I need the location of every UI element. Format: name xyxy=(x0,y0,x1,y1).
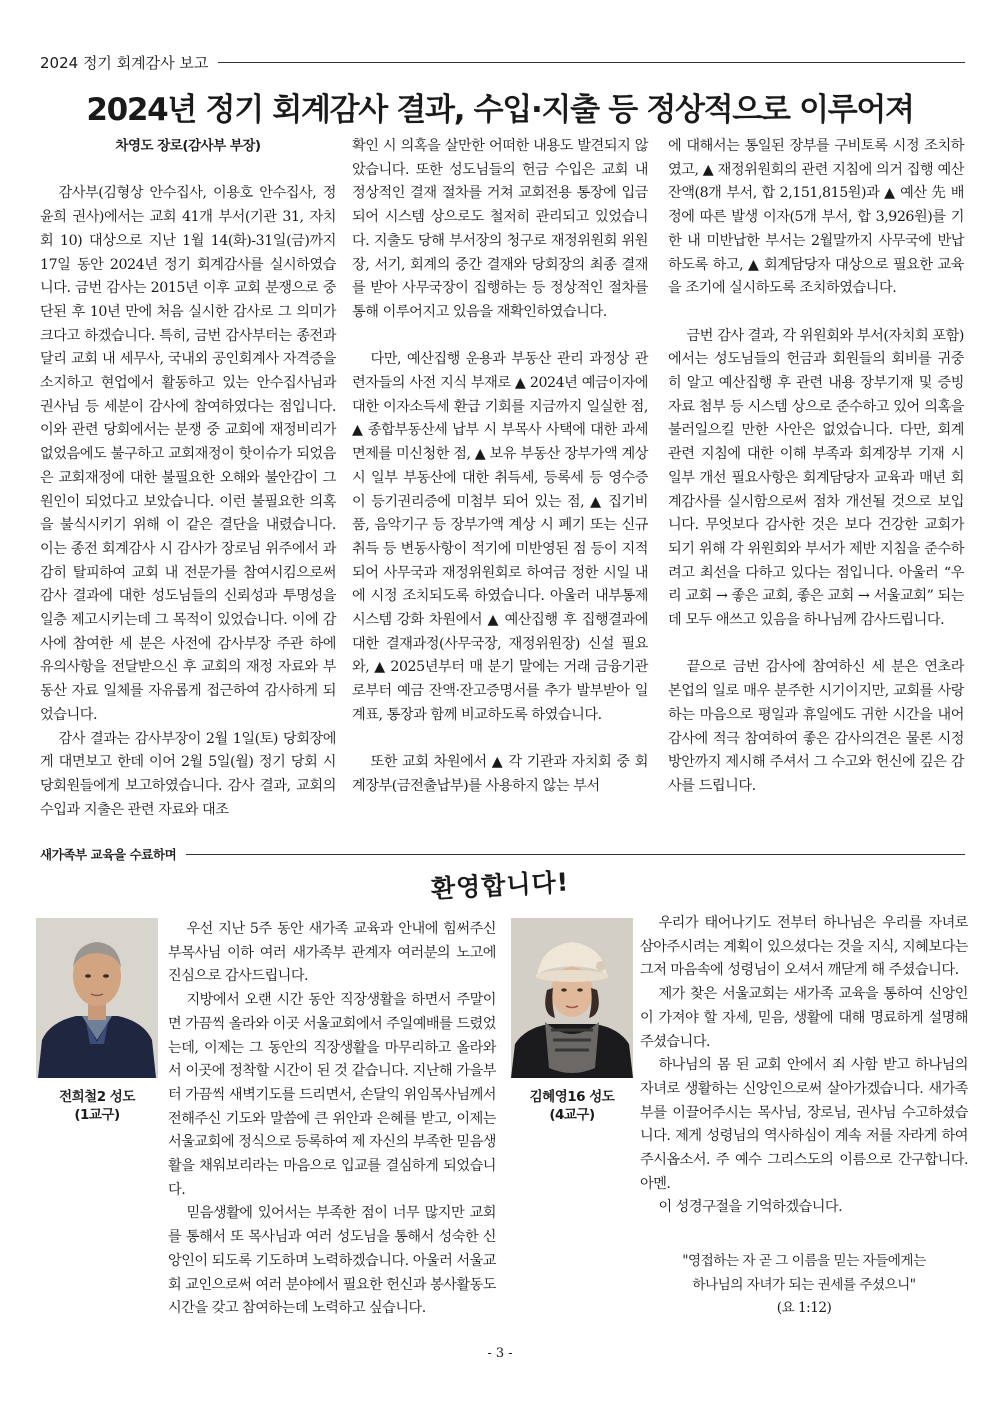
paragraph: 감사부(김형상 안수집사, 이용호 안수집사, 정윤희 권사)에서는 교회 41개 부서(기관 31, 자치회 10) 대상으로 지난 1월 14(화)-31일(금)까지 17일 동안 2024년 정기 회계감사를 실시하였습니다. 금번 감사는 2015년 이후 교회 분쟁으로 중단된 후 10년 만에 처음 실시한 감사로 그 의미가 크다고 하겠습니다. 특히, 금번 감사부터는 종전과 달리 교회 내 세무사, 국내외 공인회계사 자격증을 소지하고 현업에서 활동하고 있는 안수집사님과 권사님 등 세분이 감사에 참여하였다는 점입니다. 이와 관련 당회에서는 분쟁 중 교회에 재정비리가 없었음에도 불구하고 교회재정이 핫이슈가 되었음은 교회재정에 대한 불필요한 오해와 불안감이 그 원인이 되었다고 보았습니다. 이런 불필요한 의혹을 불식시키기 위해 이 같은 결단을 내렸습니다. 이는 종전 회계감사 시 감사가 장로님 위주에서 과감히 탈피하여 교회 내 전문가를 참여시킴으로써 감사 결과에 대한 성도님들의 신뢰성과 투명성을 일층 제고시키는데 그 목적이 있었습니다. 이에 감사에 참여한 세 분은 사전에 감사부장 주관 하에 유의사항을 전달받으신 후 교회의 재정 자료와 부동산 자료 일체를 자유롭게 접근하여 감사하게 되었습니다. xyxy=(40,185,336,723)
paragraph: 하나님의 몸 된 교회 안에서 죄 사함 받고 하나님의 자녀로 생활하는 신앙인으로써 살아가겠습니다. 새가족부를 이끌어주시는 목사님, 장로님, 권사님 수고하셨습니다. 제게 성령님의 역사하심이 계속 저를 자라게 하여 주시옵소서. 주 예수 그리스도의 이름으로 간구합니다. 아멘. xyxy=(640,1057,968,1192)
person-group: (4교구) xyxy=(549,1107,595,1123)
spacer xyxy=(352,325,648,349)
verse-line: 하나님의 자녀가 되는 권세를 주셨으니" xyxy=(692,1276,916,1293)
article-column-2 xyxy=(352,135,648,799)
section-label: 새가족부 교육을 수료하며 xyxy=(40,847,177,862)
paragraph: 다만, 예산집행 운용과 부동산 관리 과정상 관련자들의 사전 지식 부재로 ▲ 2024년 예금이자에 대한 이자소득세 환급 기회를 지금까지 일실한 점, ▲ 종합부동산세 납부 시 부목사 사택에 대한 과세 면제를 미신청한 점, ▲ 보유 부동산 장부가액 계상 시 일부 부동산에 대한 취득세, 등록세 등 영수증이 등기권리증에 미첨부 되어 있는 점, ▲ 집기비품, 음악기구 등 장부가액 계상 시 폐기 또는 신규 취득 등 변동사항이 적기에 미반영된 점 등이 지적되어 사무국과 재정위원회로 하여금 정한 시일 내에 시정 조치되도록 하였습니다. 아울러 내부통제시스템 강화 차원에서 ▲ 예산집행 후 집행결과에 대한 결재과정(사무국장, 재정위원장) 신설 필요와, ▲ 2025년부터 매 분기 말에는 거래 금융기관로부터 예금 잔액·잔고증명서를 추가 발부받아 일계표, 통장과 함께 비교하도록 하였습니다. xyxy=(352,351,648,723)
paragraph: 우리가 태어나기도 전부터 하나님은 우리를 자녀로 삼아주시려는 계획이 있으셨다는 것을 지식, 지혜보다는 그저 마음속에 성령님이 오셔서 깨닫게 해 주셨습니다. xyxy=(640,915,968,979)
spacer xyxy=(668,301,964,325)
paragraph: 끝으로 금번 감사에 참여하신 세 분은 연초라 본업의 일로 매우 분주한 시기이지만, 교회를 사랑하는 마음으로 평일과 휴일에도 귀한 시간을 내어 감사에 적극 참여하여 좋은 감사의견은 물론 시정방안까지 제시해 주셔서 그 수고와 헌신에 깊은 감사를 드립니다. xyxy=(668,659,964,794)
paragraph: 우선 지난 5주 동안 새가족 교육과 안내에 힘써주신 부목사님 이하 여러 새가족부 관계자 여러분의 노고에 진심으로 감사드립니다. xyxy=(168,921,496,985)
bible-verse xyxy=(640,1250,968,1321)
paragraph: 믿음생활에 있어서는 부족한 점이 너무 많지만 교회를 통해서 또 목사님과 여러 성도님을 통해서 성숙한 신앙인이 되도록 기도하며 노력하겠습니다. 아울러 서울교회 교인으로써 여러 분야에서 필요한 헌신과 봉사활동도 시간을 갖고 참여하는데 노력하고 싶습니다. xyxy=(168,1205,496,1317)
paragraph: 금번 감사 결과, 각 위원회와 부서(자치회 포함)에서는 성도님들의 헌금과 회원들의 회비를 귀중히 알고 예산집행 후 관련 내용 장부기재 및 증빙자료 첨부 등 시스템 상으로 준수하고 있어 의혹을 불러일으킬 만한 사안은 없었습니다. 다만, 회계 관련 지침에 대한 이해 부족과 회계장부 기재 시 일부 개선 필요사항은 회계담당자 교육과 매년 회계감사를 실시함으로써 점차 개선될 것으로 보입니다. 무엇보다 감사한 것은 보다 건강한 교회가 되기 위해 각 위원회와 부서가 제반 지침을 준수하려고 최선을 다하고 있다는 점입니다. 아울러 “우리 교회 → 좋은 교회, 좋은 교회 → 서울교회” 되는데 모두 애쓰고 있음을 하나님께 감사드립니다. xyxy=(668,327,964,629)
section-header-newcomer xyxy=(40,845,965,863)
testimony-person2 xyxy=(640,912,968,1220)
portrait-illustration xyxy=(511,918,633,1078)
spacer xyxy=(668,633,964,657)
section-rule xyxy=(186,854,965,855)
section-label: 2024 정기 회계감사 보고 xyxy=(40,54,209,72)
portrait-photo-person1 xyxy=(36,918,158,1078)
paragraph: 감사 결과는 감사부장이 2월 1일(토) 당회장에게 대면보고 한데 이어 2월 5일(월) 정기 당회 시 당회원들에게 보고하였습니다. 감사 결과, 교회의 수입과 지출은 관련 자료와 대조 xyxy=(40,730,336,818)
person-name: 전희철2 성도 xyxy=(59,1089,135,1105)
verse-line: "영접하는 자 곧 그 이름을 믿는 자들에게는 xyxy=(682,1253,926,1269)
section-header-audit xyxy=(40,52,965,73)
person-group: (1교구) xyxy=(74,1107,120,1123)
spacer xyxy=(40,159,336,183)
caption-person1 xyxy=(27,1088,167,1124)
caption-person2 xyxy=(502,1088,642,1124)
article-column-3 xyxy=(668,135,964,799)
testimony-person1 xyxy=(168,918,496,1321)
headline: 2024년 정기 회계감사 결과, 수입·지출 등 정상적으로 이루어져 xyxy=(86,92,914,128)
portrait-photo-person2 xyxy=(511,918,633,1078)
person-name: 김혜영16 성도 xyxy=(529,1089,615,1105)
paragraph: 에 대해서는 통일된 장부를 구비토록 시정 조치하였고, ▲ 재정위원회의 관련 지침에 의거 집행 예산 잔액(8개 부서, 합 2,151,815원)과 ▲ 예산 先 배정에 따른 발생 이자(5개 부서, 합 3,926원)를 기한 내 미반납한 부서는 2월말까지 사무국에 반납하도록 하고, ▲ 회계담당자 대상으로 필요한 교육을 조기에 실시하도록 조치하였습니다. xyxy=(668,138,964,297)
welcome-title: 환영합니다! xyxy=(430,867,570,904)
author-byline: 차영도 장로(감사부 부장) xyxy=(115,138,261,154)
spacer xyxy=(352,728,648,752)
paragraph: 또한 교회 차원에서 ▲ 각 기관과 자치회 중 회계장부(금전출납부)를 사용하지 않는 부서 xyxy=(352,754,648,794)
portrait-illustration xyxy=(36,918,158,1078)
verse-reference: (요 1:12) xyxy=(776,1300,832,1316)
section-rule xyxy=(218,62,965,63)
article-column-1 xyxy=(40,135,336,822)
paragraph: 확인 시 의혹을 살만한 어떠한 내용도 발견되지 않았습니다. 또한 성도님들의 헌금 수입은 교회 내 정상적인 결재 절차를 거쳐 교회전용 통장에 입금되어 시스템 상으로도 철저히 관리되고 있었습니다. 지출도 당해 부서장의 청구로 재정위원회 위원장, 서기, 회계의 중간 결재와 당회장의 최종 결재를 받아 사무국장이 집행하는 등 정상적인 절차를 통해 이루어지고 있음을 재확인하였습니다. xyxy=(352,138,648,320)
paragraph: 이 성경구절을 기억하겠습니다. xyxy=(658,1199,843,1216)
paragraph: 지방에서 오랜 시간 동안 직장생활을 하면서 주말이면 가끔씩 올라와 이곳 서울교회에서 주일예배를 드렸었는데, 이제는 그 동안의 직장생활을 마무리하고 올라와서 이곳에 정착할 시간이 된 것 같습니다. 지난해 가을부터 가끔씩 새벽기도를 드리면서, 손달익 위임목사님께서 전해주신 기도와 말씀에 큰 위안과 은혜를 받고, 이제는 서울교회에 정식으로 등록하여 제 자신의 부족한 믿음생활을 채워보리라는 마음으로 입교를 결심하게 되었습니다. xyxy=(168,992,496,1198)
paragraph: 제가 찾은 서울교회는 새가족 교육을 통하여 신앙인이 가져야 할 자세, 믿음, 생활에 대해 명료하게 설명해 주셨습니다. xyxy=(640,986,968,1050)
page-number: - 3 - xyxy=(487,1346,513,1361)
